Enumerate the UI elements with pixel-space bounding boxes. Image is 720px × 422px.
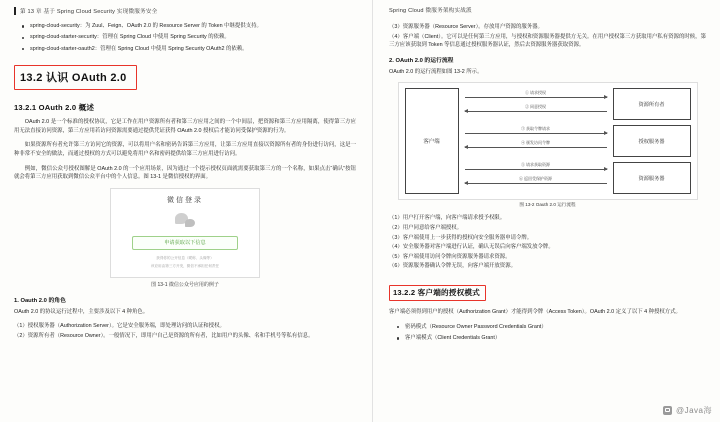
flow-arrow-line	[465, 183, 607, 184]
list-item: 密码模式（Resource Owner Password Credentials Grant）	[397, 323, 706, 331]
paragraph-oauth-overview-1: OAuth 2.0 是一个标准的授权协议，它是工作在用户资源所有者和第三方应用之间的一个中间层，把资源和第三方应用隔离，使得第三方应用无法直接访问资源，第三方应用若访问资源需要通过提供凭证获得 OAuth 2.0 授权后才能访问受保护资源的行为。	[14, 119, 356, 134]
wechat-authorize-button[interactable]: 申请获取以下信息	[132, 236, 238, 250]
flow-node-authorization-server: 授权服务器	[613, 125, 691, 157]
subsection-heading-13-2-2-highlight	[389, 282, 486, 301]
figure-wechat-login	[110, 188, 260, 278]
list-item: spring-cloud-starter-oauth2：管理在 Spring Cloud 中使用 Spring Security OAuth2 的依赖。	[22, 45, 356, 53]
wechat-login-title: 微信登录	[167, 196, 203, 204]
page-title: 13.2 认识 OAuth 2.0	[20, 72, 127, 85]
heading-oauth-flow: 2. OAuth 2.0 的运行流程	[389, 57, 454, 64]
section-heading-13-2-highlight	[14, 65, 137, 90]
oauth-roles-continued-list	[389, 23, 706, 50]
list-item: spring-cloud-starter-security：管理在 Spring Cloud 中使用 Spring Security 的依赖。	[22, 33, 356, 41]
flow-node-resource-server: 资源服务器	[613, 162, 691, 194]
flow-arrow-label: ③ 获取令牌请求	[520, 126, 551, 132]
flow-arrow-label: ① 请求授权	[524, 90, 547, 96]
paragraph-oauth-roles-intro: OAuth 2.0 的协议运行过程中，主要涉及以下 4 种角色。	[14, 308, 149, 315]
flow-arrow-label: ⑤ 请求获取资源	[520, 162, 551, 168]
list-item: （1）用户打开客户端，向客户端请求授予权限。	[389, 215, 506, 222]
right-running-head-text: Spring Cloud 微服务架构实战派	[389, 8, 472, 14]
watermark	[663, 405, 712, 416]
dependency-bullet-list	[14, 22, 356, 53]
subsection-heading-13-2-1: 13.2.1 OAuth 2.0 概述	[14, 103, 95, 113]
red-annotation-box	[14, 65, 137, 90]
flow-arrow-line	[465, 133, 607, 134]
right-page	[372, 0, 720, 422]
list-item: （4）客户端（Client）。它可以是任何第三方应用，与授权和资源服务器提供方无关。在用户授权第三方获取用户私有资源的时候，第三方应该获取到 Token 等信息通过授权服务器认证，然后去资源服务器获取资源。	[389, 33, 706, 49]
flow-arrow-line	[465, 169, 607, 170]
list-item: （3）资源服务器（Resource Server）。存放用户资源的服务器。	[389, 24, 543, 30]
figure-oauth-flow	[398, 82, 698, 200]
paragraph-oauth-flow-intro: OAuth 2.0 的运行流程如图 13-2 所示。	[389, 68, 483, 75]
list-item: （4）安全服务器对客户端进行认证，确认无误后向客户端发放令牌。	[389, 244, 554, 251]
left-running-head	[14, 6, 356, 16]
list-item: （5）客户端使用访问令牌向资源服务器请求资源。	[389, 253, 511, 260]
subsection-heading-13-2-2: 13.2.2 客户端的授权模式	[393, 287, 480, 297]
list-item: 客户端模式（Client Credentials Grant）	[397, 334, 706, 342]
figure-caption-13-1: 图 13-1 微信公众号应用的例子	[151, 281, 219, 288]
flow-nodes-right	[613, 88, 691, 194]
grant-modes-list	[389, 323, 706, 343]
flow-arrows	[463, 88, 609, 194]
wechat-note-line-1: 获得你的公开信息（昵称、头像等）	[156, 255, 214, 260]
wechat-note-line-2: 该应用由第三方开发，微信不承担任何责任	[150, 263, 220, 268]
list-item: （1）授权服务器（Authorization Server）。它是安全服务端，即处理访问的认证和授权。	[14, 323, 225, 330]
flow-arrow-label: ⑥ 返回受保护资源	[518, 176, 553, 182]
flow-arrow-label: ② 同意授权	[524, 104, 547, 110]
figure-caption-13-2: 图 13-2 Oauth 2.0 运行流程	[519, 202, 576, 208]
list-item: （6）资源服务器确认令牌无误，向客户端开放资源。	[389, 263, 516, 270]
oauth-roles-list	[14, 322, 356, 340]
wechat-logo-icon	[175, 213, 195, 230]
flow-node-resource-owner: 资源所有者	[613, 88, 691, 120]
flow-arrow-line	[465, 97, 607, 98]
flow-arrow-label: ④ 颁发访问令牌	[520, 140, 551, 146]
watermark-text: @Java海	[675, 406, 712, 415]
list-item: （3）客户端使用上一步获得的授权向安全服务器申请令牌。	[389, 234, 533, 241]
flow-arrow-line	[465, 111, 607, 112]
list-item: spring-cloud-security：为 Zuul、Feign、OAuth 2.0 的 Resource Server 的 Token 中继提供支持。	[22, 22, 356, 30]
oauth-flow-steps-list	[389, 214, 706, 271]
paragraph-oauth-overview-3: 例如，微信公众号授权图解是 OAuth 2.0 的一个应用场景，因为通过一个提示授权页面就需要获取第三方的一个名称，如果点击“确认”按钮就会将第三方应用获取到微信公众平台中的个人信息。图 13-1 是微信授权的界面。	[14, 165, 356, 181]
heading-oauth-roles: 1. Oauth 2.0 的角色	[14, 297, 66, 304]
header-rule-icon	[14, 7, 16, 15]
left-running-head-text: 第 13 章 基于 Spring Cloud Security 实现微服务安全	[20, 9, 158, 15]
flow-node-client: 客户端	[405, 88, 459, 194]
paragraph-oauth-overview-2: 如果资源所有者允许第三方访问它的资源，可以将用户名和密码告诉第三方应用，让第三方应用直接以资源所有者的身份进行访问，这是一种非常不安全的做法，而通过授权的方式可以避免将用户名和密码提供给第三方应用进行访问。	[14, 142, 356, 157]
flow-arrow-line	[465, 147, 607, 148]
red-annotation-box	[389, 285, 486, 301]
list-item: （2）资源所有者（Resource Owner）。一般情况下，即用户自己是资源的所有者，比如用户的头像、名和手机号等私有信息。	[14, 332, 314, 339]
zhihu-icon	[663, 406, 672, 415]
list-item: （2）用户同意给客户端授权。	[389, 224, 463, 231]
paragraph-client-grant-intro: 客户端必须得到用户的授权（Authorization Grant）才能得到令牌（Access Token）。OAuth 2.0 定义了以下 4 种授权方式。	[389, 308, 681, 315]
